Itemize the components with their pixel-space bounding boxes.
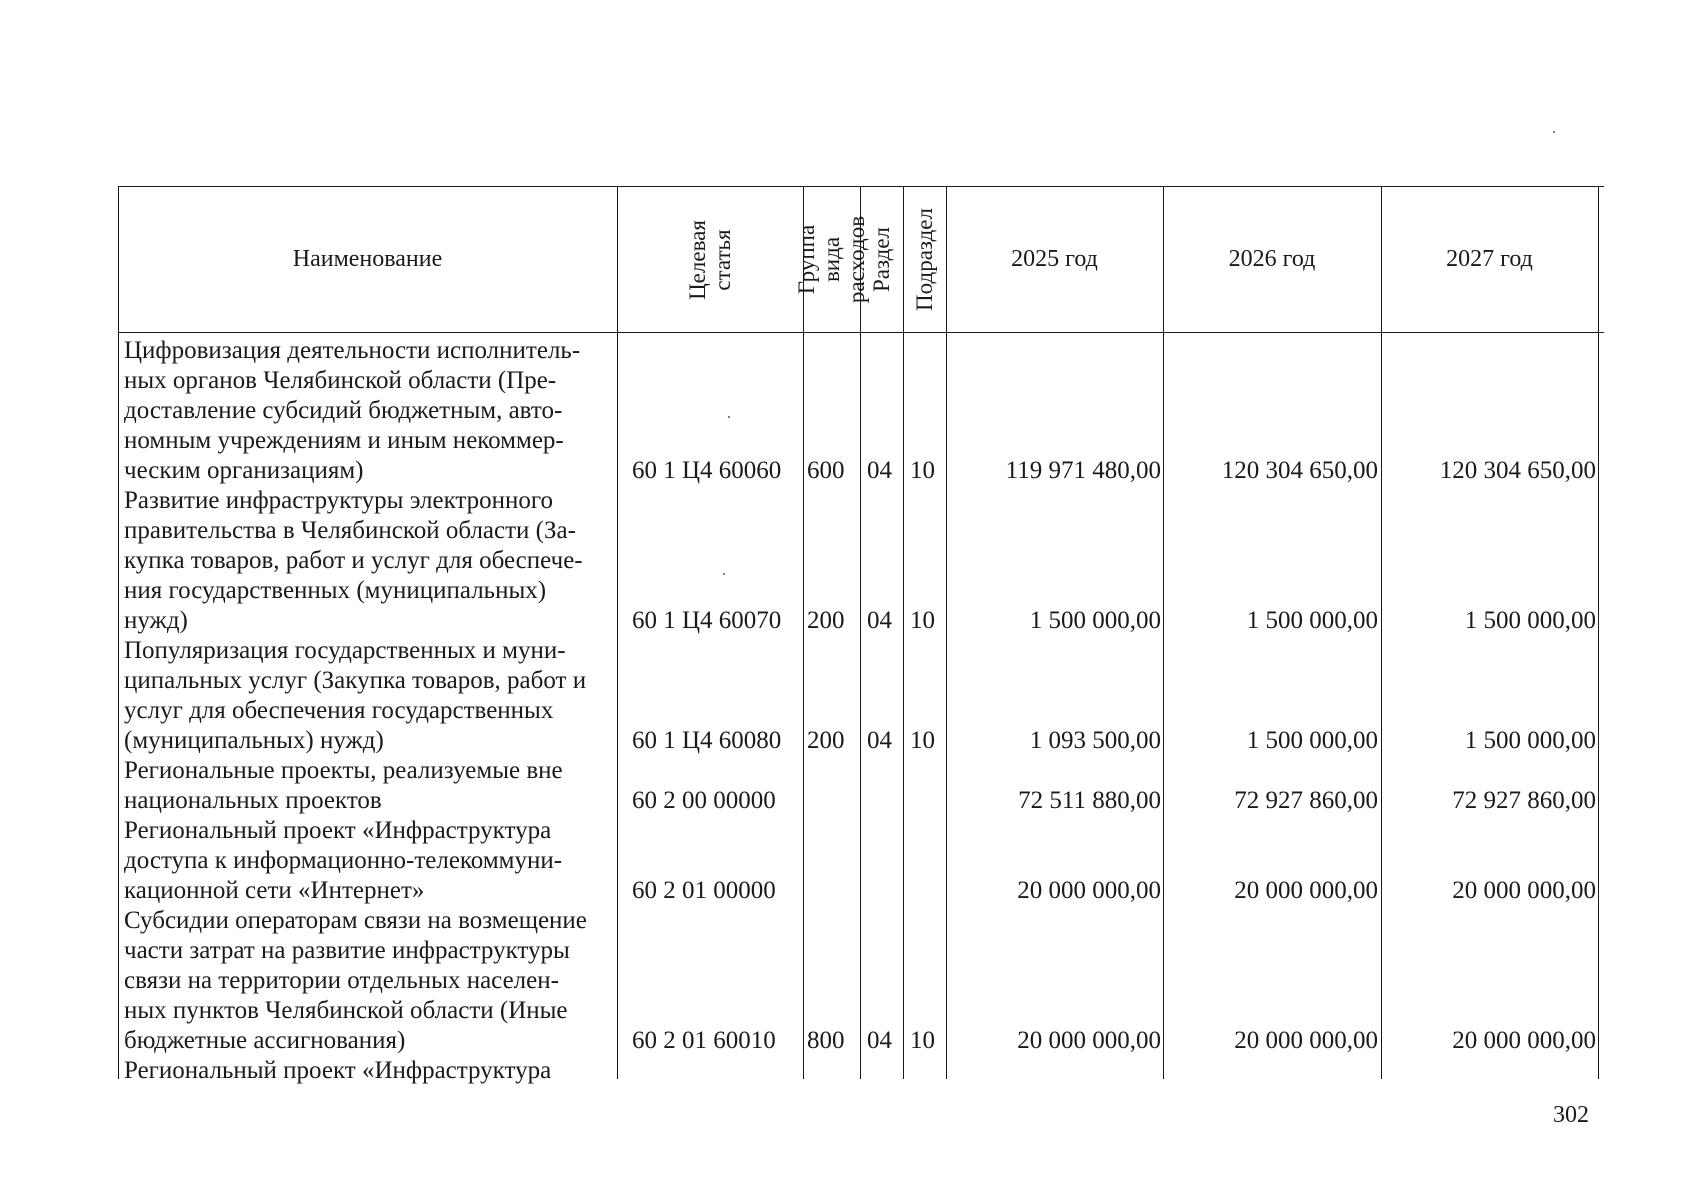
header-2027: 2027 год — [1446, 246, 1533, 272]
row-section: 04 — [867, 727, 892, 754]
row-name-line: доставление субсидий бюджетным, авто- — [124, 397, 563, 424]
row-amount-2027: 120 304 650,00 — [1439, 457, 1596, 484]
row-name-line: кационной сети «Интернет» — [124, 877, 425, 904]
row-name-line: купка товаров, работ и услуг для обеспече- — [124, 547, 583, 574]
row-amount-2026: 1 500 000,00 — [1246, 607, 1378, 634]
row-name-line: Региональные проекты, реализуемые вне — [124, 757, 563, 784]
row-target-article: 60 2 01 60010 — [632, 1027, 776, 1054]
row-amount-2026: 20 000 000,00 — [1234, 877, 1378, 904]
header-expense-group — [794, 187, 870, 332]
row-amount-2025: 1 500 000,00 — [1029, 607, 1161, 634]
row-name-cell — [124, 636, 614, 756]
row-name-line: ных пунктов Челябинской области (Иные — [124, 997, 568, 1024]
row-name-line: Развитие инфраструктуры электронного — [124, 487, 554, 514]
row-amount-2026: 72 927 860,00 — [1234, 787, 1378, 814]
row-name-line: ния государственных (муниципальных) — [124, 577, 547, 604]
row-name-cell — [124, 1056, 614, 1086]
row-section: 04 — [867, 607, 892, 634]
row-name-line: ципальных услуг (Закупка товаров, работ и — [124, 667, 587, 694]
row-amount-2025: 20 000 000,00 — [1017, 877, 1161, 904]
row-amount-2027: 1 500 000,00 — [1464, 607, 1596, 634]
row-amount-2027: 20 000 000,00 — [1452, 1027, 1596, 1054]
row-subsection: 10 — [910, 1027, 935, 1054]
header-expense-group-text: Группа вида расходов — [794, 215, 870, 304]
row-target-article: 60 2 00 00000 — [632, 787, 776, 814]
row-name-line: бюджетные ассигнования) — [124, 1027, 406, 1054]
scan-speck — [723, 573, 725, 575]
row-amount-2026: 20 000 000,00 — [1234, 1027, 1378, 1054]
row-name-line: Субсидии операторам связи на возмещение — [124, 907, 587, 934]
row-target-article: 60 2 01 00000 — [632, 877, 776, 904]
row-name-line: национальных проектов — [124, 787, 382, 814]
row-amount-2025: 1 093 500,00 — [1029, 727, 1161, 754]
row-amount-2025: 72 511 880,00 — [1018, 787, 1161, 814]
row-subsection: 10 — [910, 607, 935, 634]
header-name: Наименование — [292, 246, 443, 272]
row-subsection: 10 — [910, 457, 935, 484]
page-number: 302 — [1553, 1102, 1589, 1128]
row-name-line: Региональный проект «Инфраструктура — [124, 1057, 552, 1084]
row-name-cell — [124, 486, 614, 636]
row-name-line: ных органов Челябинской области (Пре- — [124, 367, 557, 394]
row-name-line: правительства в Челябинской области (За- — [124, 517, 576, 544]
row-amount-2027: 1 500 000,00 — [1464, 727, 1596, 754]
row-name-cell — [124, 756, 614, 816]
row-name-cell — [124, 906, 614, 1056]
row-amount-2025: 119 971 480,00 — [1005, 457, 1161, 484]
row-name-cell — [124, 336, 614, 486]
row-name-line: (муниципальных) нужд) — [124, 727, 384, 754]
row-name-line: связи на территории отдельных населен- — [124, 967, 559, 994]
header-section-text: Раздел — [869, 226, 894, 293]
header-subsection — [903, 187, 946, 332]
row-name-line: ческим организациям) — [124, 457, 364, 484]
row-target-article: 60 1 Ц4 60070 — [632, 607, 782, 634]
header-subsection-text: Подраздел — [912, 208, 938, 311]
row-name-cell — [124, 816, 614, 906]
header-target-article-text: Целевая статья — [684, 219, 735, 300]
row-expense-group: 200 — [807, 607, 845, 634]
header-2025: 2025 год — [1011, 246, 1098, 272]
scan-speck — [728, 416, 730, 418]
row-name-line: Региональный проект «Инфраструктура — [124, 817, 552, 844]
row-amount-2025: 20 000 000,00 — [1017, 1027, 1161, 1054]
row-expense-group: 800 — [807, 1027, 845, 1054]
header-target-article — [617, 187, 803, 332]
row-amount-2026: 1 500 000,00 — [1246, 727, 1378, 754]
row-name-line: Популяризация государственных и муни- — [124, 637, 566, 664]
row-amount-2027: 72 927 860,00 — [1452, 787, 1596, 814]
row-amount-2027: 20 000 000,00 — [1452, 877, 1596, 904]
header-section — [860, 187, 903, 332]
row-expense-group: 600 — [807, 457, 845, 484]
scan-speck — [1553, 131, 1555, 133]
header-2026: 2026 год — [1228, 246, 1316, 272]
row-target-article: 60 1 Ц4 60080 — [632, 727, 782, 754]
row-target-article: 60 1 Ц4 60060 — [632, 457, 782, 484]
row-amount-2026: 120 304 650,00 — [1221, 457, 1378, 484]
row-expense-group: 200 — [807, 727, 845, 754]
row-name-line: части затрат на развитие инфраструктуры — [124, 937, 570, 964]
row-name-line: доступа к информационно-телекоммуни- — [124, 847, 563, 874]
row-name-line: нужд) — [124, 607, 188, 634]
row-name-line: номным учреждениям и иным некоммер- — [124, 427, 564, 454]
row-name-line: услуг для обеспечения государственных — [124, 697, 554, 724]
row-subsection: 10 — [910, 727, 935, 754]
row-section: 04 — [867, 457, 892, 484]
row-section: 04 — [867, 1027, 892, 1054]
row-name-line: Цифровизация деятельности исполнитель- — [124, 337, 581, 364]
table-right-border — [1598, 186, 1599, 1079]
